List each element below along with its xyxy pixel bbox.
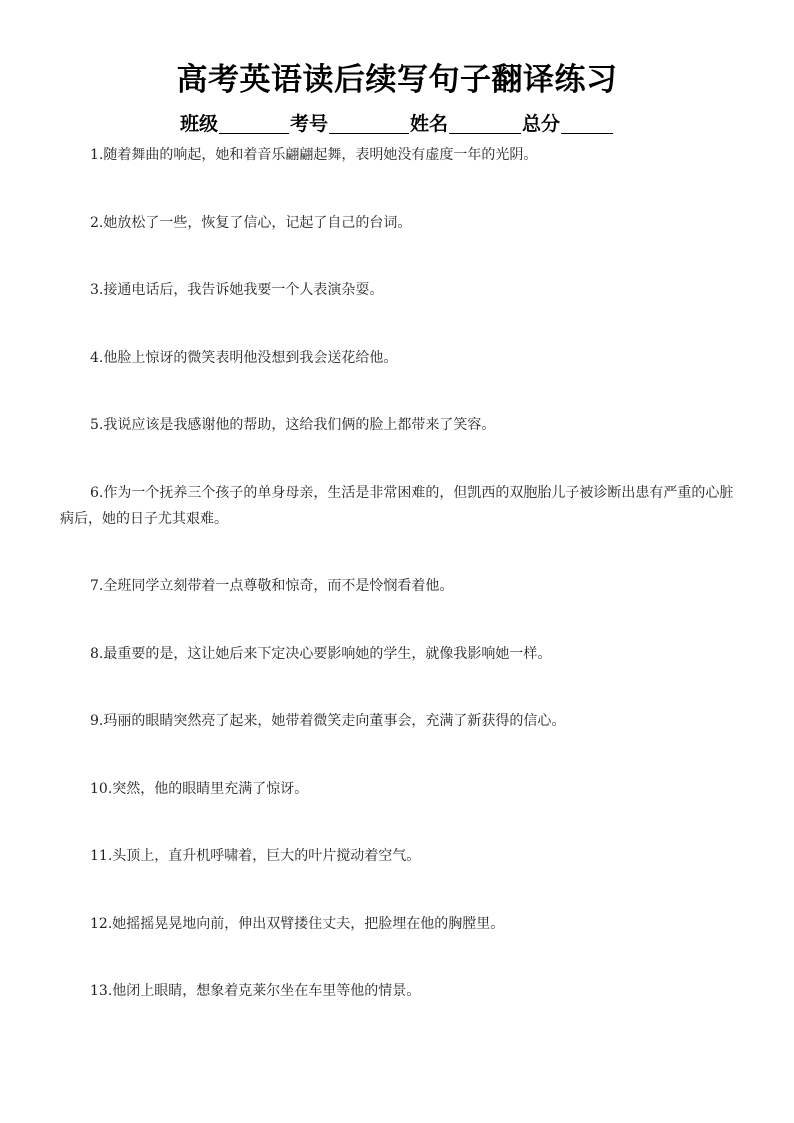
question-9: 9.玛丽的眼睛突然亮了起来，她带着微笑走向董事会，充满了新获得的信心。	[90, 713, 566, 729]
class-label: 班级	[179, 113, 218, 135]
question-4: 4.他脸上惊讶的微笑表明他没想到我会送花给他。	[90, 349, 398, 366]
exam-number-blank	[329, 113, 409, 134]
name-blank	[449, 113, 521, 134]
question-list	[60, 142, 740, 1004]
student-info-line	[0, 110, 794, 138]
question-1: 1.随着舞曲的响起，她和着音乐翩翩起舞，表明她没有虚度一年的光阴。	[90, 147, 538, 163]
question-7: 7.全班同学立刻带着一点尊敬和惊奇，而不是怜悯看着他。	[90, 578, 454, 594]
name-label: 姓名	[410, 113, 449, 135]
score-blank	[561, 113, 613, 134]
question-6: 6.作为一个抚养三个孩子的单身母亲，生活是非常困难的，但凯西的双胞胎儿子被诊断出患有严重的心脏病后，她的日子尤其艰难。	[60, 484, 734, 527]
question-11: 11.头顶上，直升机呼啸着，巨大的叶片搅动着空气。	[90, 848, 421, 864]
question-5: 5.我说应该是我感谢他的帮助，这给我们俩的脸上都带来了笑容。	[90, 417, 496, 433]
question-8: 8.最重要的是，这让她后来下定决心要影响她的学生，就像我影响她一样。	[90, 645, 552, 662]
class-blank	[219, 113, 289, 134]
question-2: 2.她放松了一些，恢复了信心，记起了自己的台词。	[90, 214, 412, 231]
worksheet-title: 高考英语读后续写句子翻译练习	[176, 62, 618, 98]
question-13: 13.他闭上眼睛，想象着克莱尔坐在车里等他的情景。	[90, 983, 421, 999]
question-10: 10.突然，他的眼睛里充满了惊讶。	[90, 780, 309, 797]
score-label: 总分	[522, 113, 561, 135]
question-3: 3.接通电话后，我告诉她我要一个人表演杂耍。	[90, 282, 384, 298]
exam-number-label: 考号	[289, 113, 328, 135]
question-12: 12.她摇摇晃晃地向前，伸出双臂搂住丈夫，把脸埋在他的胸膛里。	[90, 915, 505, 932]
